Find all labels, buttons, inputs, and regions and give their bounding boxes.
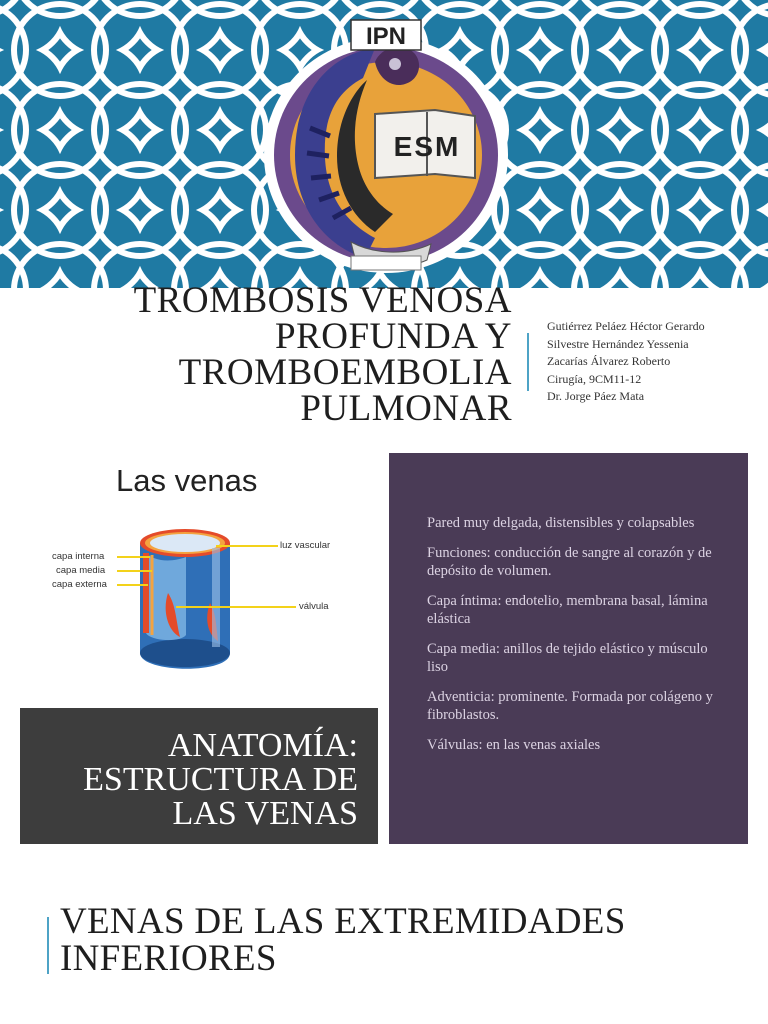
section-title-line: ANATOMÍA: [167, 727, 358, 764]
bullet-item: Válvulas: en las venas axiales [427, 737, 601, 753]
diagram-title: Las venas [116, 463, 258, 498]
slide3-title-line: INFERIORES [60, 938, 277, 979]
author-line: Silvestre Hernández Yessenia [547, 336, 689, 351]
label-capa-interna: capa interna [52, 551, 105, 562]
author-line: Cirugía, 9CM11-12 [547, 371, 642, 386]
bullet-item: Capa íntima: endotelio, membrana basal, lámina elástica [427, 593, 708, 627]
authors-list [547, 318, 762, 406]
slide3-title-line: VENAS DE LAS EXTREMIDADES [60, 901, 626, 942]
bullet-item: Pared muy delgada, distensibles y colapsables [427, 515, 695, 531]
presentation-title [60, 280, 512, 429]
bullet-item: Funciones: conducción de sangre al corazón y de depósito de volumen. [427, 545, 712, 579]
vein-diagram [20, 453, 378, 703]
vein-cross-section-illustration [20, 453, 378, 703]
logo-top-text: IPN [365, 23, 407, 50]
title-line: PROFUNDA Y [275, 316, 512, 357]
label-valvula: válvula [299, 601, 329, 612]
bullet-item: Capa media: anillos de tejido elástico y músculo liso [427, 641, 708, 675]
section-title-box [20, 708, 378, 844]
section-accent-bar [47, 917, 49, 974]
title-banner [0, 0, 768, 288]
author-line: Gutiérrez Peláez Héctor Gerardo [547, 319, 705, 333]
title-line: TROMBOSIS VENOSA [133, 280, 512, 321]
section-title [38, 729, 358, 831]
bullets-panel [389, 453, 748, 844]
title-line: PULMONAR [300, 388, 512, 429]
bullet-list [427, 514, 727, 766]
section-title-line: ESTRUCTURA DE [83, 761, 358, 798]
author-line: Dr. Jorge Páez Mata [547, 389, 645, 403]
title-line: TROMBOEMBOLIA [178, 352, 512, 393]
label-capa-media: capa media [56, 565, 106, 576]
bullet-item: Adventicia: prominente. Formada por colágeno y fibroblastos. [427, 689, 713, 723]
esm-ipn-logo [255, 18, 517, 280]
section-title-line: LAS VENAS [172, 795, 358, 832]
slide3-title [60, 903, 740, 977]
label-capa-externa: capa externa [52, 579, 107, 590]
author-line: Zacarías Álvarez Roberto [547, 354, 671, 368]
title-divider [527, 333, 529, 391]
logo-center-text: ESM [393, 131, 461, 162]
label-luz-vascular: luz vascular [280, 540, 331, 551]
